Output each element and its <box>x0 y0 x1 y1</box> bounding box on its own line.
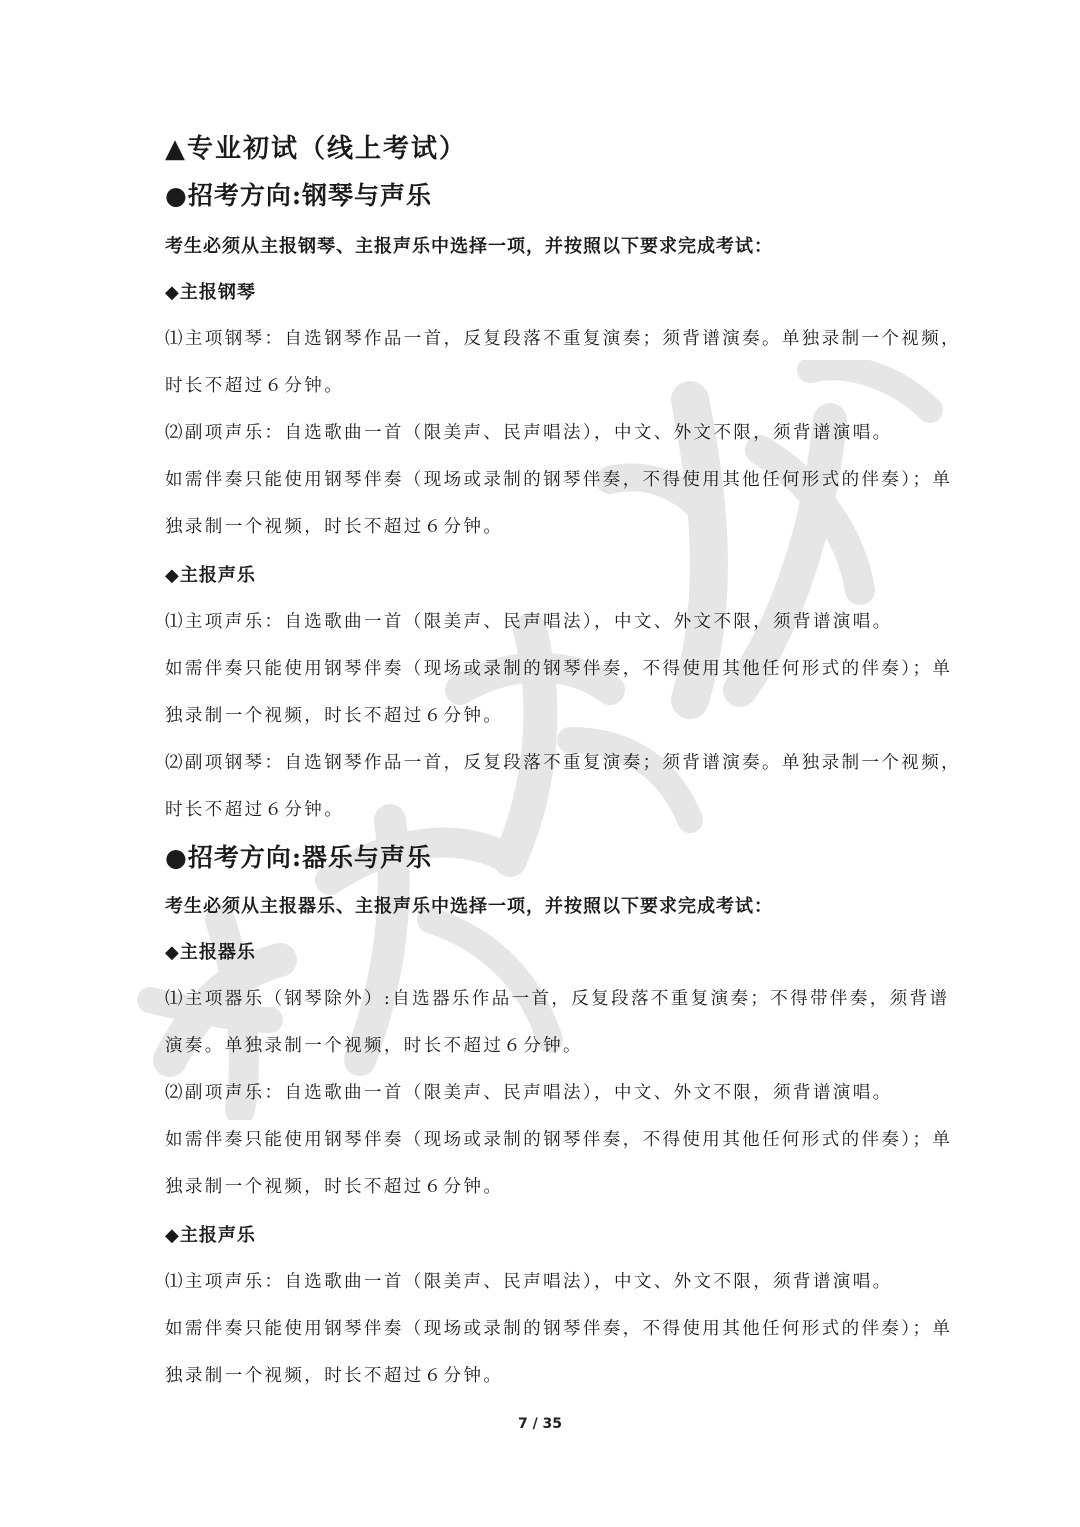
body-line: 独录制一个视频，时长不超过６分钟。 <box>165 1177 504 1197</box>
body-line: ⑴主项器乐（钢琴除外）:自选器乐作品一首，反复段落不重复演奏；不得带伴奏，须背谱 <box>165 989 950 1009</box>
body-line: 独录制一个视频，时长不超过６分钟。 <box>165 706 504 726</box>
body-line: ⑵副项声乐：自选歌曲一首（限美声、民声唱法），中文、外文不限，须背谱演唱。 <box>165 423 893 443</box>
direction-instruction: 考生必须从主报钢琴、主报声乐中选择一项，并按照以下要求完成考试： <box>165 236 773 257</box>
body-line: 演奏。单独录制一个视频，时长不超过６分钟。 <box>165 1036 583 1056</box>
body-line: 独录制一个视频，时长不超过６分钟。 <box>165 517 504 537</box>
body-line: 时长不超过６分钟。 <box>165 800 345 820</box>
body-line: ⑴主项声乐：自选歌曲一首（限美声、民声唱法），中文、外文不限，须背谱演唱。 <box>165 1272 893 1292</box>
body-line: ⑵副项声乐：自选歌曲一首（限美声、民声唱法），中文、外文不限，须背谱演唱。 <box>165 1083 893 1103</box>
direction-heading: ●招考方向:钢琴与声乐 <box>165 181 433 210</box>
body-line: 如需伴奏只能使用钢琴伴奏（现场或录制的钢琴伴奏，不得使用其他任何形式的伴奏）；单 <box>165 659 953 679</box>
option-subheading: ◆主报器乐 <box>165 942 256 963</box>
section-title: ▲专业初试（线上考试） <box>165 134 467 164</box>
body-line: 如需伴奏只能使用钢琴伴奏（现场或录制的钢琴伴奏，不得使用其他任何形式的伴奏）；单 <box>165 1130 953 1150</box>
direction-instruction: 考生必须从主报器乐、主报声乐中选择一项，并按照以下要求完成考试： <box>165 896 773 917</box>
direction-heading: ●招考方向:器乐与声乐 <box>165 843 433 872</box>
option-subheading: ◆主报声乐 <box>165 565 256 586</box>
body-line: 独录制一个视频，时长不超过６分钟。 <box>165 1366 504 1386</box>
option-subheading: ◆主报声乐 <box>165 1225 256 1246</box>
body-line: ⑵副项钢琴：自选钢琴作品一首，反复段落不重复演奏；须背谱演奏。单独录制一个视频， <box>165 753 961 773</box>
body-line: 如需伴奏只能使用钢琴伴奏（现场或录制的钢琴伴奏，不得使用其他任何形式的伴奏）；单 <box>165 470 953 490</box>
body-line: 时长不超过６分钟。 <box>165 376 345 396</box>
body-line: ⑴主项钢琴：自选钢琴作品一首，反复段落不重复演奏；须背谱演奏。单独录制一个视频， <box>165 329 961 349</box>
body-line: 如需伴奏只能使用钢琴伴奏（现场或录制的钢琴伴奏，不得使用其他任何形式的伴奏）；单 <box>165 1319 953 1339</box>
page-number: 7 / 35 <box>517 1416 563 1432</box>
option-subheading: ◆主报钢琴 <box>165 282 256 303</box>
body-line: ⑴主项声乐：自选歌曲一首（限美声、民声唱法），中文、外文不限，须背谱演唱。 <box>165 612 893 632</box>
